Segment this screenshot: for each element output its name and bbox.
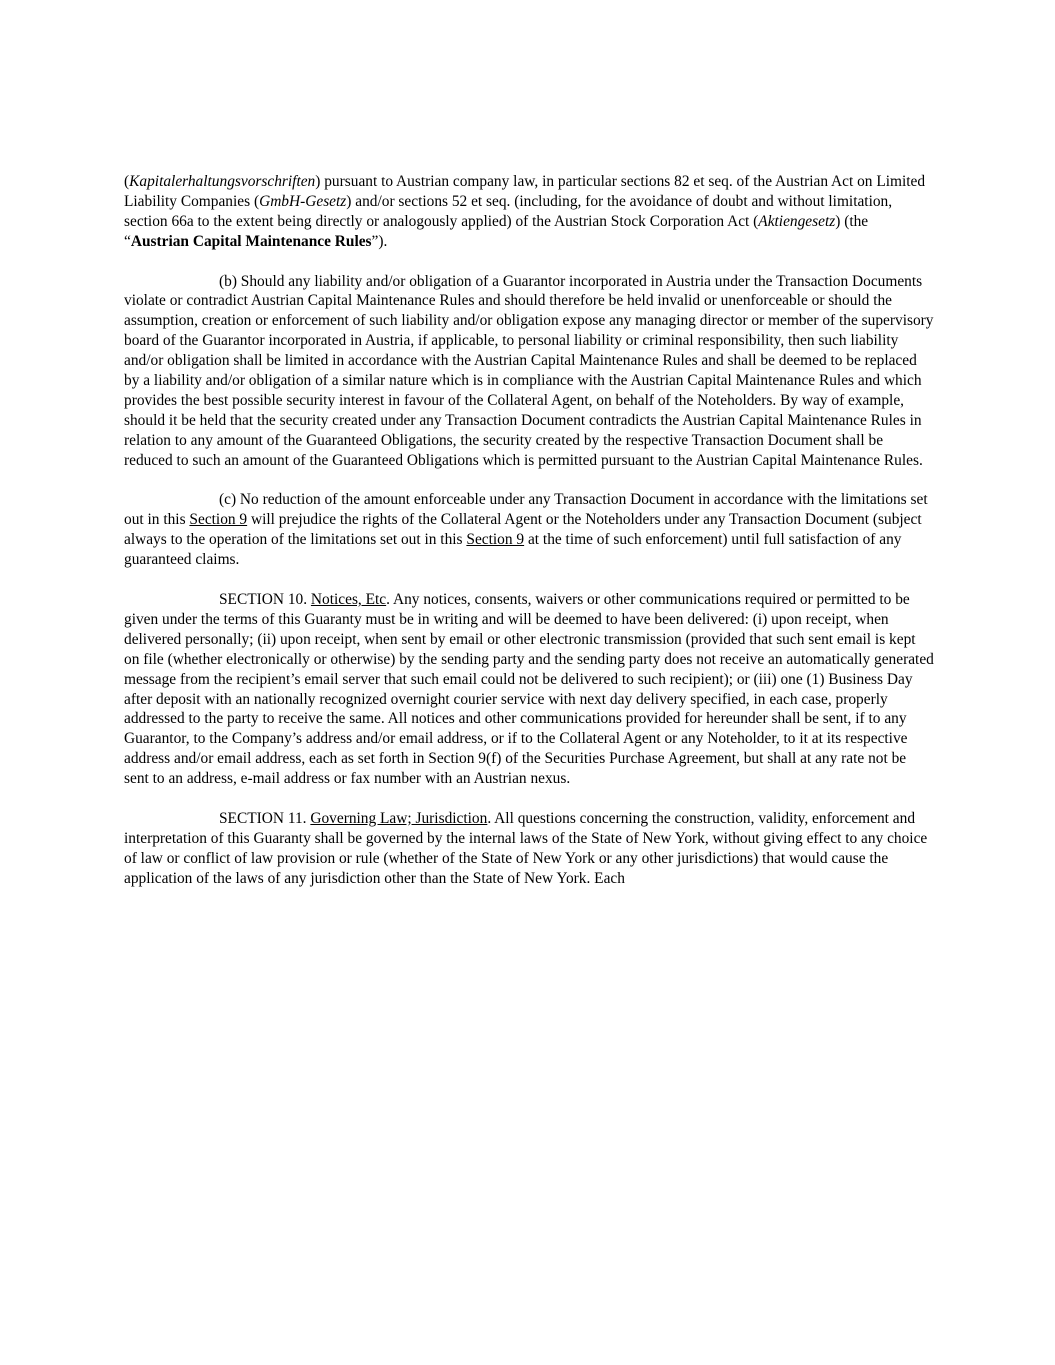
section-10-text: . Any notices, consents, waivers or other communications required or permitted to be given under the terms of this Guaranty must be in writing and will be deemed to have been delivered: (i) upon receipt, when delivered personally; (ii) upon receipt, when sent by email or other electronic transmission (provided that such sent email is kept on file (whether electronically or otherwise) by the sending party and the sending party does not receive an automatically generated message from the recipient’s email server that such email could not be delivered to such recipient); or (iii) one (1) Business Day after deposit with an nationally recognized overnight courier service with next day delivery specified, in each case, properly addressed to the party to receive the same. All notices and other communications provided for hereunder shall be sent, if to any Guarantor, to the Company’s address and/or email address, or if to the Collateral Agent or any Noteholder, to it at its respective address and/or email address, each as set forth in Section 9(f) of the Securities Purchase Agreement, but shall at any rate not be sent to an address, e-mail address or fax number with an Austrian nexus. [124, 590, 934, 788]
section-11-text: . All questions concerning the construction, validity, enforcement and interpretation of this Guaranty shall be governed by the internal laws of the State of New York, without giving effect to any choice of law or conflict of law provision or rule (whether of the State of New York or any other jurisdictions) that would cause the application of the laws of any jurisdiction other than the State of New York. Each [124, 809, 928, 887]
defined-term-austrian-capital-maintenance-rules: Austrian Capital Maintenance Rules [130, 232, 372, 250]
term-kapitalerhaltungsvorschriften: Kapitalerhaltungsvorschriften [129, 173, 316, 190]
document-page [124, 172, 934, 908]
section-10-heading: Notices, Etc [310, 590, 387, 608]
paragraph-b [124, 272, 934, 471]
section-11-heading: Governing Law; Jurisdiction [310, 809, 488, 827]
term-aktiengesetz: Aktiengesetz [758, 212, 836, 230]
para1-text-4: ”). [371, 232, 388, 250]
section-9-reference: Section 9 [466, 531, 525, 549]
para1-text-2: ) and/or sections 52 et seq. (including, for the avoidance of doubt and without limitation, section 66a to the extent being directly or analogously applied) of the Austrian Stock Corporation Act ( [124, 192, 893, 230]
open-paren: ( [124, 173, 130, 190]
paragraph-c [124, 490, 934, 570]
paragraph-b-text: (b) Should any liability and/or obligation of a Guarantor incorporated in Austria under the Transaction Documents violate or contradict Austrian Capital Maintenance Rules and should therefore be held invalid or unenforceable or should the assumption, creation or enforcement of such liability and/or obligation expose any managing director or member of the supervisory board of the Guarantor incorporated in Austria, if applicable, to personal liability or criminal responsibility, then such liability and/or obligation shall be limited in accordance with the Austrian Capital Maintenance Rules and shall be deemed to be replaced by a liability and/or obligation of a similar nature which is in compliance with the Austrian Capital Maintenance Rules and which provides the best possible security interest in favour of the Collateral Agent, on behalf of the Noteholders. By way of example, should it be held that the security created under any Transaction Document contradicts the Austrian Capital Maintenance Rules in relation to any amount of the Guaranteed Obligations, the security created by the respective Transaction Document shall be reduced to such an amount of the Guaranteed Obligations which is permitted pursuant to the Austrian Capital Maintenance Rules. [124, 272, 934, 469]
section-9-reference: Section 9 [189, 511, 248, 529]
section-10-label: SECTION 10. [219, 590, 311, 608]
paragraph-c-text-1: (c) No reduction of the amount enforceable under any Transaction Document in accordance with the limitations set out in this [124, 491, 928, 529]
para1-text-1: ) pursuant to Austrian company law, in particular sections 82 et seq. of the Austrian Act on Limited Liability Companies ( [124, 173, 926, 210]
paragraph-c-text-3: at the time of such enforcement) until full satisfaction of any guaranteed claims. [124, 531, 902, 569]
section-11-governing-law [124, 809, 934, 889]
capital-maintenance-definition-paragraph [124, 172, 934, 252]
para1-text-3: ) (the “ [124, 212, 869, 250]
paragraph-c-text-2: will prejudice the rights of the Collateral Agent or the Noteholders under any Transaction Document (subject always to the operation of the limitations set out in this [124, 511, 922, 549]
section-10-notices [124, 590, 934, 789]
section-11-label: SECTION 11. [219, 809, 311, 827]
term-gmbh-gesetz: GmbH-Gesetz [259, 192, 347, 210]
